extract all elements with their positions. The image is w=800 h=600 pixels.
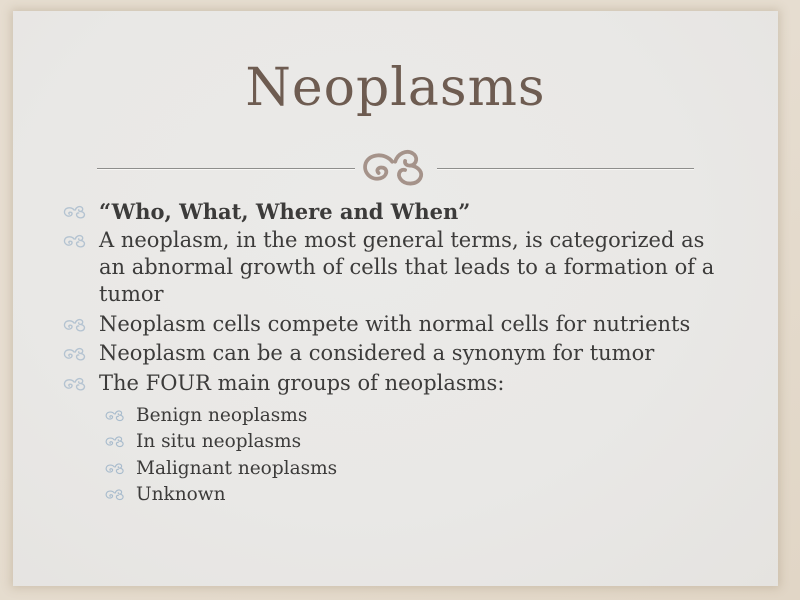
sub-bullet-item: [104, 483, 504, 507]
title-divider: [97, 142, 694, 195]
divider-rule-left: [97, 168, 355, 170]
bullet-line: “Who, What, Where and When”: [99, 198, 471, 224]
bullet-item: [62, 370, 778, 510]
flourish-bullet-icon: [62, 232, 89, 251]
sub-bullet-text: Benign neoplasms: [136, 404, 308, 426]
slide-title: Neoplasms: [245, 58, 546, 118]
flourish-bullet-icon: [62, 203, 89, 222]
sub-bullet-item: [104, 430, 504, 454]
flourish-bullet-icon: [62, 375, 89, 394]
bullet-item: [62, 311, 778, 338]
bullet-item: [62, 340, 778, 367]
bullet-line: Neoplasm cells compete with normal cells for nutrients: [99, 311, 691, 336]
bullet-text: [99, 311, 690, 338]
sub-bullet-list: [104, 404, 504, 508]
bullet-line: an abnormal growth of cells that leads to a formation of a: [99, 255, 715, 280]
bullet-text: [99, 227, 714, 308]
flourish-bullet-icon: [104, 408, 127, 424]
bullet-item: [62, 198, 778, 225]
bullet-line: tumor: [99, 282, 164, 307]
sub-bullet-text: Unknown: [136, 484, 226, 506]
bullet-line: Neoplasm can be a considered a synonym for tumor: [99, 341, 655, 366]
bullet-text: [99, 340, 654, 367]
bullet-list: [13, 198, 778, 510]
sub-bullet-text: Malignant neoplasms: [136, 457, 338, 479]
sub-bullet-text: In situ neoplasms: [136, 431, 302, 453]
flourish-bullet-icon: [104, 434, 127, 450]
flourish-bullet-icon: [62, 316, 89, 335]
flourish-bullet-icon: [104, 487, 127, 503]
bullet-item: [62, 227, 778, 308]
sub-bullet-item: [104, 404, 504, 428]
flourish-bullet-icon: [104, 461, 127, 477]
bullet-text: [99, 198, 470, 225]
divider-rule-right: [437, 168, 695, 170]
flourish-ornament-icon: [358, 142, 434, 195]
bullet-line: A neoplasm, in the most general terms, is categorized as: [99, 228, 705, 253]
bullet-text: [99, 370, 504, 510]
sub-bullet-item: [104, 457, 504, 481]
slide: [13, 11, 778, 586]
flourish-bullet-icon: [62, 345, 89, 364]
bullet-line: The FOUR main groups of neoplasms:: [99, 370, 505, 395]
